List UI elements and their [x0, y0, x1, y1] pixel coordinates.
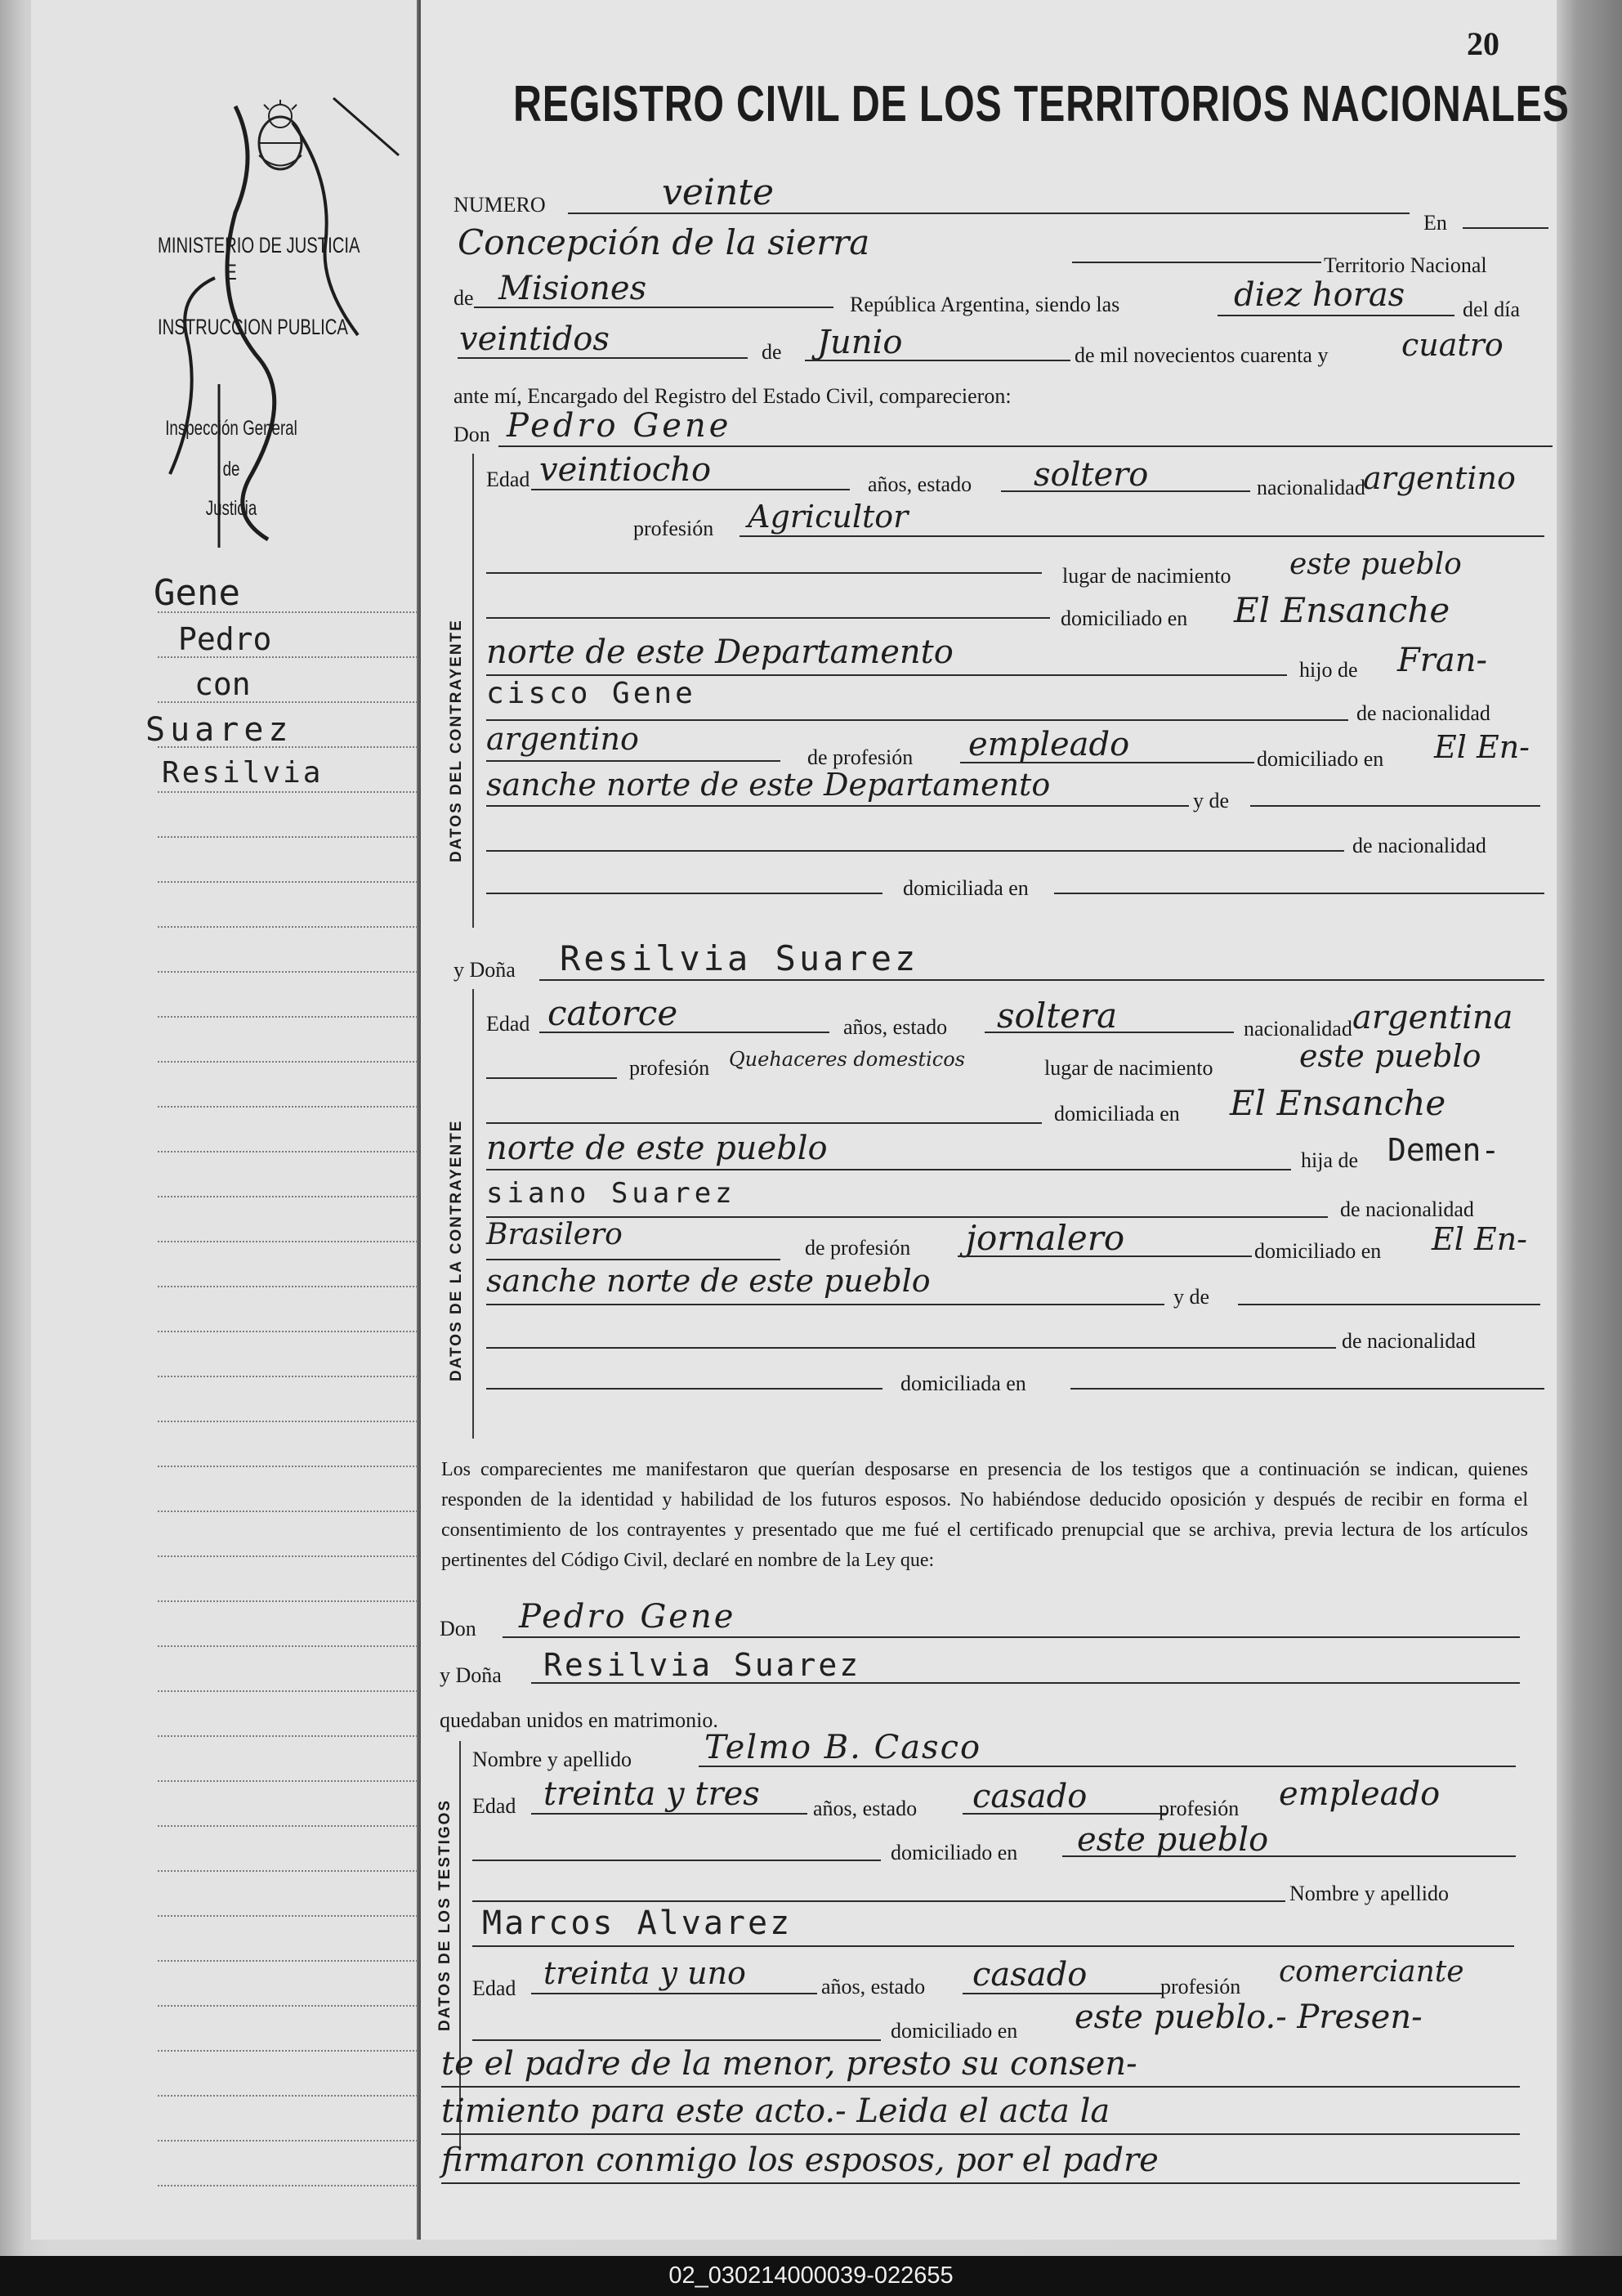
margin-rule: [158, 1061, 427, 1063]
margin-rule: [158, 836, 427, 838]
numero-line: [568, 213, 1410, 214]
margin-rule: [158, 1331, 427, 1332]
bride-blank-line: [486, 1077, 617, 1079]
margin-name-4: Suarez: [145, 711, 293, 749]
w2-blank-line-2: [472, 2039, 881, 2041]
declaration-groom-line: [503, 1636, 1520, 1638]
notes-rule-2: [441, 2133, 1520, 2135]
w1-blank-line: [472, 1860, 881, 1861]
groom-edad-line: [531, 489, 850, 490]
w2-nombre-label: Nombre y apellido: [1289, 1882, 1449, 1905]
groom-father-nac-line: [486, 760, 780, 762]
w2-anos-estado: años, estado: [821, 1975, 926, 1998]
margin-rule: [158, 2140, 427, 2142]
bride-domicilio-value-2: norte de este pueblo: [486, 1130, 828, 1167]
w1-nombre-label: Nombre y apellido: [472, 1748, 632, 1771]
margin-rule: [158, 1780, 427, 1782]
groom-domiciliada-en: domiciliada en: [903, 876, 1029, 900]
margin-rule: [158, 611, 427, 613]
margin-rule: [158, 1511, 427, 1512]
margin-rule: [158, 1555, 427, 1557]
bride-domicilio-value-1: El Ensanche: [1230, 1083, 1446, 1123]
w2-blank-line: [472, 1900, 1285, 1902]
year-text: de mil novecientos cuarenta y: [1075, 343, 1329, 367]
w2-edad-label: Edad: [472, 1976, 516, 2000]
ministry-dept1: Inspección General: [165, 417, 297, 440]
groom-lugar-label: lugar de nacimiento: [1062, 564, 1231, 588]
bride-edad-label: Edad: [486, 1012, 530, 1036]
groom-estado-value: soltero: [1034, 456, 1149, 494]
margin-name-2: Pedro: [178, 621, 272, 657]
margin-rule: [158, 1016, 427, 1018]
bride-hija-label: hija de: [1301, 1148, 1359, 1172]
ante-text: ante mí, Encargado del Registro del Estado Civil, comparecieron:: [454, 384, 1012, 408]
groom-name: Pedro Gene: [507, 407, 732, 445]
w2-dom: este pueblo.- Presen-: [1075, 1998, 1423, 2036]
w1-edad-line: [531, 1813, 807, 1815]
bride-mother-line: [1238, 1304, 1540, 1305]
groom-profesion-value: Agricultor: [748, 499, 909, 535]
bride-profesion-label: profesión: [629, 1056, 710, 1080]
margin-rule: [158, 1286, 427, 1287]
margin-rule: [158, 1376, 427, 1377]
bride-domiciliada-label: domiciliada en: [1054, 1102, 1180, 1126]
bride-father-dom-1: El En-: [1432, 1221, 1528, 1257]
witnesses-section-label: DATOS DE LOS TESTIGOS: [436, 1798, 454, 2031]
en-label: En: [1423, 211, 1447, 235]
bride-father-nac-line: [486, 1259, 780, 1260]
ministry-line1: MINISTERIO DE JUSTICIA: [158, 233, 360, 257]
margin-rule: [158, 1645, 427, 1647]
bride-mother-dom-line: [486, 1388, 882, 1390]
bride-father-nac: Brasilero: [486, 1218, 623, 1251]
groom-don-label: Don: [454, 423, 490, 446]
de2-label: de: [762, 340, 782, 364]
margin-rule: [158, 2185, 427, 2186]
groom-edad-value: veintiocho: [539, 451, 712, 489]
margin-rule: [158, 1870, 427, 1872]
w2-profesion-label: profesión: [1160, 1975, 1241, 1998]
margin-rule: [158, 1960, 427, 1962]
month-line: [805, 360, 1070, 361]
groom-domiciliado-label-2: domiciliado en: [1257, 747, 1384, 771]
w2-edad-line: [531, 1993, 817, 1994]
margin-rule: [158, 1825, 427, 1827]
province-line: [474, 307, 833, 308]
margin-rule: [158, 1915, 427, 1917]
groom-de-nacionalidad: de nacionalidad: [1356, 701, 1490, 725]
groom-anos-estado: años, estado: [868, 472, 972, 496]
declaration-groom-name: Pedro Gene: [519, 1598, 736, 1636]
month-value: Junio: [817, 324, 903, 361]
w1-profesion-label: profesión: [1159, 1797, 1240, 1820]
groom-profesion-label: profesión: [633, 517, 714, 540]
groom-father-2: cisco Gene: [486, 677, 696, 710]
bride-mother-nac-line: [486, 1347, 1336, 1349]
bride-father-dom-2: sanche norte de este pueblo: [486, 1263, 931, 1299]
margin-rule: [158, 1196, 427, 1197]
margin-rule: [158, 881, 427, 883]
bride-de-nacionalidad: de nacionalidad: [1340, 1197, 1474, 1221]
year-value: cuatro: [1401, 327, 1504, 363]
notes-line-1: te el padre de la menor, presto su consen-: [441, 2045, 1137, 2083]
bride-domiciliada-en: domiciliada en: [900, 1372, 1026, 1395]
w2-name: Marcos Alvarez: [482, 1904, 793, 1942]
bride-de-nacionalidad-2: de nacionalidad: [1342, 1329, 1476, 1353]
margin-rule: [158, 926, 427, 928]
groom-bracket: [472, 454, 474, 928]
groom-father-1: Fran-: [1397, 642, 1487, 679]
notes-line-2: timiento para este acto.- Leida el acta la: [441, 2092, 1110, 2130]
image-caption: 02_030214000039-022655: [0, 2256, 1622, 2296]
bride-father-prof-line: [958, 1255, 1252, 1257]
bride-blank-line-2: [486, 1122, 1042, 1124]
groom-mother-dom-line: [486, 893, 882, 894]
w1-dom-line: [1062, 1855, 1516, 1857]
hour-line: [1218, 315, 1454, 316]
margin-rule: [158, 791, 427, 793]
w2-edad: treinta y uno: [543, 1955, 746, 1991]
groom-y-de: y de: [1193, 789, 1230, 812]
margin-rule: [158, 1466, 427, 1467]
margin-name-1: Gene: [154, 572, 240, 614]
margin-signature: [137, 90, 407, 548]
margin-rule: [158, 2095, 427, 2097]
bride-father-dom-line: [486, 1304, 1164, 1305]
bride-nacionalidad-value: argentina: [1352, 999, 1513, 1036]
bride-father-prof: jornalero: [966, 1218, 1125, 1258]
bride-anos-estado: años, estado: [843, 1015, 948, 1039]
place-value: Concepción de la sierra: [458, 222, 870, 262]
margin-rule: [158, 1735, 427, 1737]
bride-mother-dom-line-2: [1070, 1388, 1544, 1390]
w1-edad-label: Edad: [472, 1794, 516, 1818]
bride-domicilio-line: [486, 1169, 1291, 1170]
notes-rule-1: [441, 2086, 1520, 2088]
margin-rule: [158, 1106, 427, 1108]
w1-edad: treinta y tres: [543, 1775, 760, 1813]
bride-name-line: [539, 979, 1544, 981]
left-page: [31, 0, 418, 2240]
place-line: [1072, 262, 1321, 263]
margin-rule: [158, 971, 427, 973]
province-value: Misiones: [498, 270, 647, 307]
page-title: REGISTRO CIVIL DE LOS TERRITORIOS NACIONALES: [513, 76, 1570, 132]
margin-rule: [158, 1241, 427, 1242]
w1-name: Telmo B. Casco: [704, 1729, 982, 1766]
bride-lugar-value: este pueblo: [1299, 1038, 1481, 1074]
bride-lugar-label: lugar de nacimiento: [1044, 1056, 1213, 1080]
republica-text: República Argentina, siendo las: [850, 293, 1120, 316]
bride-father-1: Demen-: [1387, 1132, 1500, 1168]
groom-estado-line: [1001, 490, 1250, 492]
day-line: [458, 357, 748, 359]
bride-domiciliado-en: domiciliado en: [1254, 1239, 1382, 1263]
numero-value: veinte: [662, 172, 775, 213]
groom-domicilio-value-2: norte de este Departamento: [486, 633, 954, 671]
ministry-dept3: Justicia: [205, 497, 257, 520]
territorio-label: Territorio Nacional: [1324, 253, 1487, 277]
del-dia: del día: [1463, 298, 1521, 321]
groom-father-dom-line: [486, 805, 1189, 807]
groom-nacionalidad-value: argentino: [1363, 460, 1516, 496]
bride-estado-line: [985, 1032, 1234, 1033]
groom-blank-line: [486, 572, 1042, 574]
margin-rule: [158, 2050, 427, 2052]
bride-father-2: siano Suarez: [486, 1177, 736, 1210]
bride-name: Resilvia Suarez: [560, 938, 919, 978]
groom-profesion-line: [740, 535, 1544, 537]
bride-profesion-value: Quehaceres domesticos: [729, 1048, 965, 1071]
bride-section-label: DATOS DE LA CONTRAYENTE: [448, 1119, 465, 1381]
w1-dom: este pueblo: [1077, 1821, 1269, 1859]
margin-rule: [158, 701, 427, 703]
w1-name-line: [699, 1766, 1516, 1767]
w1-anos-estado: años, estado: [813, 1797, 918, 1820]
declaration-closing: quedaban unidos en matrimonio.: [440, 1708, 718, 1732]
bride-nacionalidad-label: nacionalidad: [1244, 1017, 1352, 1041]
margin-rule: [158, 746, 427, 748]
margin-name-3: con: [194, 666, 251, 702]
groom-edad-label: Edad: [486, 468, 530, 491]
bride-y-de: y de: [1173, 1285, 1210, 1309]
groom-lugar-value: este pueblo: [1289, 548, 1462, 581]
groom-hijo-label: hijo de: [1299, 658, 1358, 682]
groom-section-label: DATOS DEL CONTRAYENTE: [448, 619, 465, 862]
groom-father-prof-line: [960, 762, 1254, 763]
groom-domicilio-line: [486, 674, 1287, 676]
groom-father-dom-2: sanche norte de este Departamento: [486, 767, 1051, 803]
w1-domiciliado-label: domiciliado en: [891, 1841, 1018, 1864]
de-label: de: [454, 286, 474, 310]
ministry-line2: E: [226, 260, 237, 284]
declaration-dona-label: y Doña: [440, 1663, 502, 1687]
groom-nacionalidad-label: nacionalidad: [1257, 476, 1365, 499]
margin-rule: [158, 1151, 427, 1152]
groom-father-nac: argentino: [486, 721, 639, 757]
w2-estado: casado: [972, 1956, 1088, 1994]
groom-father-dom-1: El En-: [1434, 729, 1530, 765]
en-line: [1463, 227, 1548, 229]
margin-rule: [158, 1600, 427, 1602]
groom-domiciliado-label: domiciliado en: [1061, 606, 1188, 630]
groom-de-profesion: de profesión: [807, 745, 914, 769]
margin-rule: [158, 656, 427, 658]
w2-domiciliado-label: domiciliado en: [891, 2019, 1018, 2043]
margin-rule: [158, 2005, 427, 2007]
groom-de-nacionalidad-2: de nacionalidad: [1352, 834, 1486, 857]
w1-prof: empleado: [1279, 1775, 1441, 1813]
page-number: 20: [1467, 25, 1499, 62]
margin-name-5: Resilvia: [162, 756, 324, 790]
bride-edad-value: catorce: [547, 993, 678, 1033]
margin-rule: [158, 1690, 427, 1692]
witnesses-bracket: [459, 1741, 461, 2150]
groom-mother-nac-line: [486, 850, 1344, 852]
bride-de-profesion: de profesión: [805, 1236, 911, 1260]
groom-blank-line: [486, 617, 1050, 619]
declaration-bride-name: Resilvia Suarez: [543, 1647, 861, 1683]
groom-mother-line: [1250, 805, 1540, 807]
w1-estado: casado: [972, 1778, 1088, 1815]
declaration-bride-line: [531, 1682, 1520, 1684]
bride-estado-value: soltera: [997, 996, 1118, 1036]
notes-rule-3: [441, 2182, 1520, 2184]
groom-domicilio-value-1: El Ensanche: [1234, 590, 1450, 630]
notes-line-3: firmaron conmigo los esposos, por el padre: [441, 2142, 1159, 2179]
day-value: veintidos: [459, 320, 610, 358]
groom-name-line: [498, 445, 1553, 447]
hour-value: diez horas: [1234, 276, 1405, 314]
bride-dona-label: y Doña: [454, 958, 516, 982]
w2-estado-line: [963, 1993, 1163, 1994]
ministry-line3: INSTRUCCION PUBLICA: [158, 315, 348, 339]
groom-father-prof: empleado: [968, 726, 1130, 763]
declaration-paragraph: Los comparecientes me manifestaron que querían desposarse en presencia de los testigos que a continuación se indican, quienes responden de la identidad y habilidad de los futuros esposos. No habiéndose deducido oposición y después de recibir en forma el consentimiento de los contrayentes y presentado que me fué el certificado prenupcial que se archiva, previa lectura de los artículos pertinentes del Código Civil, declaré en nombre de la Ley que:: [441, 1459, 1528, 1571]
groom-mother-dom-line-2: [1054, 893, 1544, 894]
numero-label: NUMERO: [454, 193, 546, 217]
w2-prof: comerciante: [1279, 1955, 1464, 1989]
margin-rule: [158, 1421, 427, 1422]
bride-bracket: [472, 989, 474, 1439]
w2-name-line: [472, 1945, 1514, 1947]
ministry-dept2: de: [222, 458, 240, 481]
declaration-don-label: Don: [440, 1617, 476, 1640]
w1-estado-line: [963, 1813, 1167, 1815]
bride-edad-line: [539, 1032, 829, 1033]
